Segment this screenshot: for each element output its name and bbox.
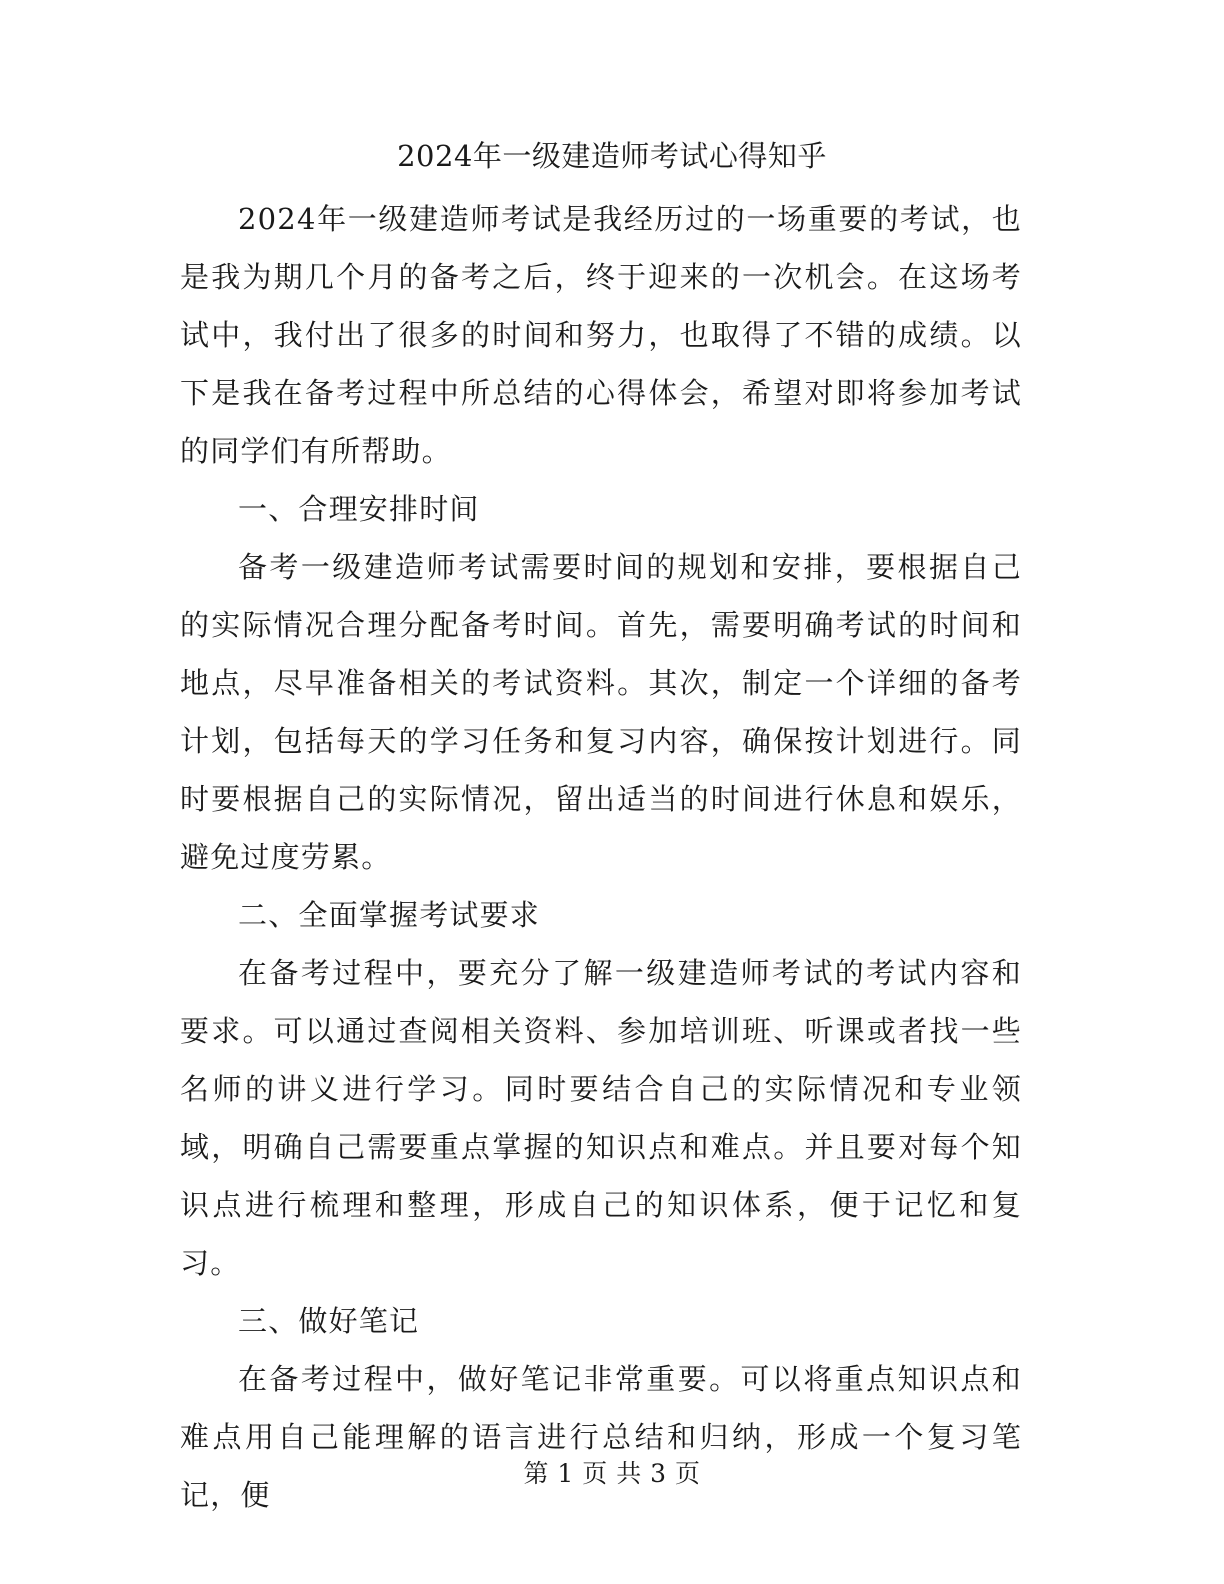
section-3-paragraph: 在备考过程中，做好笔记非常重要。可以将重点知识点和难点用自己能理解的语言进行总结和归纳，形成一个复习笔记，便 xyxy=(180,1362,1022,1512)
section-heading-1: 一、合理安排时间 xyxy=(238,492,480,526)
section-1-paragraph: 备考一级建造师考试需要时间的规划和安排，要根据自己的实际情况合理分配备考时间。首先，需要明确考试的时间和地点，尽早准备相关的考试资料。其次，制定一个详细的备考计划，包括每天的学习任务和复习内容，确保按计划进行。同时要根据自己的实际情况，留出适当的时间进行休息和娱乐，避免过度劳累。 xyxy=(180,550,1022,874)
document-body xyxy=(180,190,1022,1524)
section-heading-3: 三、做好笔记 xyxy=(238,1304,420,1338)
intro-paragraph: 2024年一级建造师考试是我经历过的一场重要的考试，也是我为期几个月的备考之后，终于迎来的一次机会。在这场考试中，我付出了很多的时间和努力，也取得了不错的成绩。以下是我在备考过程中所总结的心得体会，希望对即将参加考试的同学们有所帮助。 xyxy=(180,202,1022,468)
page-footer: 第 1 页 共 3 页 xyxy=(523,1459,701,1488)
page-title: 2024年一级建造师考试心得知乎 xyxy=(397,139,827,173)
section-2-paragraph: 在备考过程中，要充分了解一级建造师考试的考试内容和要求。可以通过查阅相关资料、参加培训班、听课或者找一些名师的讲义进行学习。同时要结合自己的实际情况和专业领域，明确自己需要重点掌握的知识点和难点。并且要对每个知识点进行梳理和整理，形成自己的知识体系，便于记忆和复习。 xyxy=(180,956,1022,1280)
section-heading-2: 二、全面掌握考试要求 xyxy=(238,898,541,932)
